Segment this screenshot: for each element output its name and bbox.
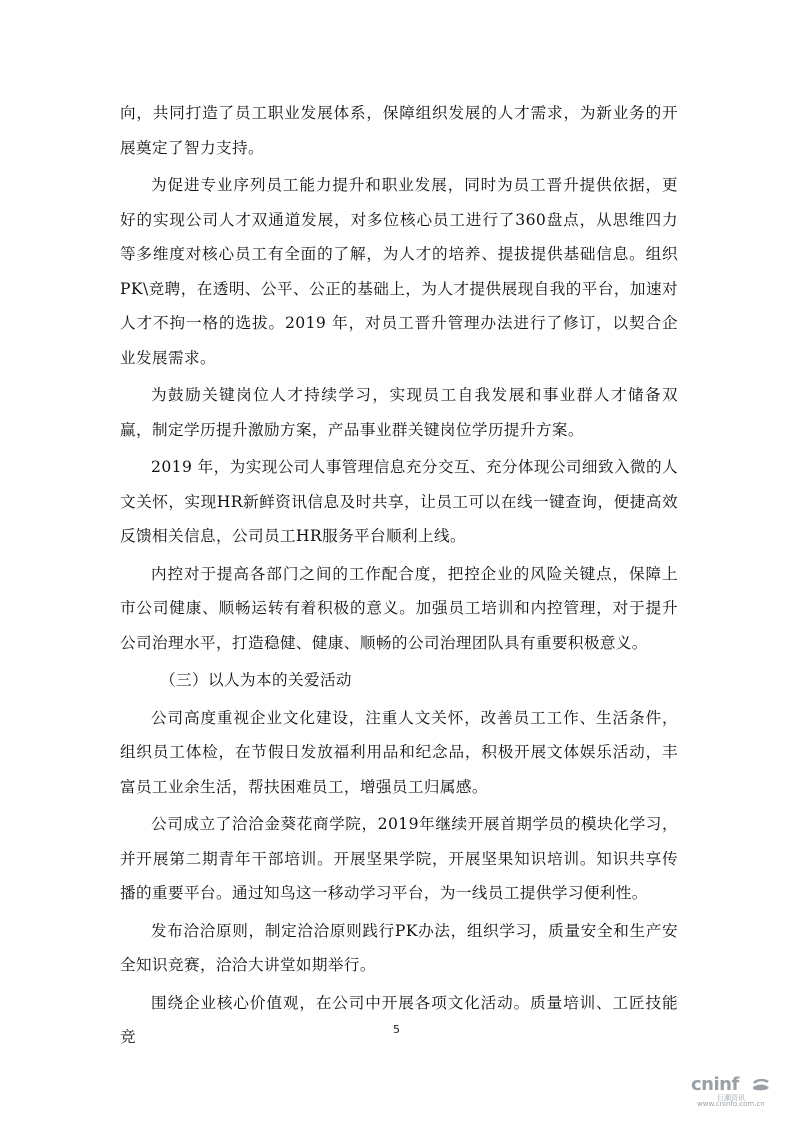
watermark-subtitle: 巨潮资讯: [717, 1094, 745, 1102]
paragraph-8: 发布洽洽原则，制定洽洽原则践行PK办法，组织学习，质量安全和生产安全知识竞赛，洽洽大讲堂如期举行。: [120, 921, 678, 974]
watermark-logo: cninf: [691, 1074, 739, 1095]
paragraph-6: 公司高度重视企业文化建设，注重人文关怀，改善员工工作、生活条件，组织员工体检，在节假日发放福利用品和纪念品，积极开展文体娱乐活动，丰富员工业余生活，帮扶困难员工，增强员工归属感。: [120, 708, 678, 796]
paragraph-5: 内控对于提高各部门之间的工作配合度，把控企业的风险关键点，保障上市公司健康、顺畅运转有着积极的意义。加强员工培训和内控管理，对于提升公司治理水平，打造稳健、健康、顺畅的公司治理团队具有重要积极意义。: [120, 564, 678, 652]
paragraph-3: 为鼓励关键岗位人才持续学习，实现员工自我发展和事业群人才储备双赢，制定学历提升激励方案，产品事业群关键岗位学历提升方案。: [120, 386, 678, 439]
section-heading: （三）以人为本的关爱活动: [160, 671, 352, 689]
cninfo-watermark: [687, 1074, 777, 1108]
paragraph-4: 2019 年，为实现公司人事管理信息充分交互、充分体现公司细致入微的人文关怀，实现HR新鲜资讯信息及时共享，让员工可以在线一键查询，便捷高效反馈相关信息，公司员工HR服务平台顺利上线。: [120, 458, 678, 545]
paragraph-1: 向，共同打造了员工职业发展体系，保障组织发展的人才需求，为新业务的开展奠定了智力支持。: [120, 104, 678, 157]
page-number: 5: [393, 1023, 400, 1036]
paragraph-7: 公司成立了洽洽金葵花商学院，2019年继续开展首期学员的模块化学习，并开展第二期青年干部培训。开展坚果学院，开展坚果知识培训。知识共享传播的重要平台。通过知鸟这一移动学习平台，为一线员工提供学习便利性。: [120, 815, 678, 902]
document-body: [120, 96, 678, 1058]
paragraph-2: 为促进专业序列员工能力提升和职业发展，同时为员工晋升提供依据，更好的实现公司人才双通道发展，对多位核心员工进行了360盘点，从思维四力等多维度对核心员工有全面的了解，为人才的培养、提拔提供基础信息。组织PK\竞聘，在透明、公平、公正的基础上，为人才提供展现自我的平台，加速对人才不拘一格的选拔。2019 年，对员工晋升管理办法进行了修订，以契合企业发展需求。: [120, 176, 678, 367]
paragraph-9: 围绕企业核心价值观，在公司中开展各项文化活动。质量培训、工匠技能竞: [120, 993, 678, 1046]
watermark-url: www.cninfo.com.cn: [697, 1100, 765, 1108]
cninfo-logo-icon: [751, 1077, 771, 1093]
